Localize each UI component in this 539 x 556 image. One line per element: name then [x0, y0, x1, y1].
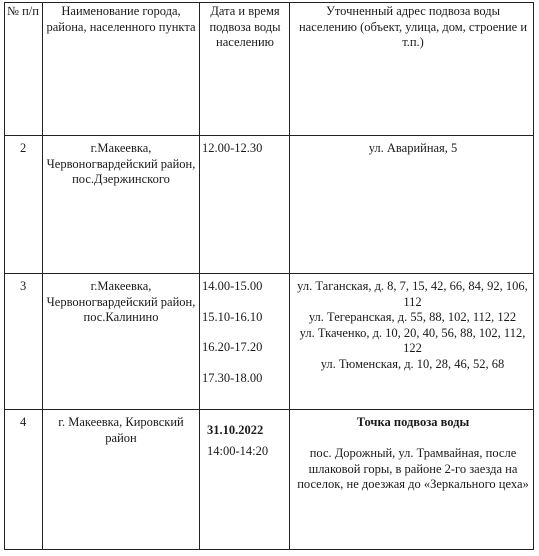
row-3-time-1: 14.00-15.00	[202, 279, 263, 293]
row-2-address: ул. Аварийная, 5	[368, 141, 458, 155]
row-3-address-2: ул. Тегеранская, д. 55, 88, 102, 112, 122	[308, 310, 517, 324]
table-border-left	[4, 2, 5, 550]
row-2-time: 12.00-12.30	[202, 141, 263, 155]
column-divider-3	[289, 2, 290, 550]
row-4-point-title: Точка подвоза воды	[356, 415, 470, 429]
row-4-date: 31.10.2022	[207, 423, 264, 437]
row-3-place: г.Макеевка, Червоногвардейский район, пос.Калинино	[46, 279, 196, 324]
row-divider-2	[4, 273, 534, 274]
header-datetime: Дата и время подвоза воды населению	[209, 4, 281, 49]
row-divider-1	[4, 135, 534, 136]
row-3-address-3: ул. Ткаченко, д. 10, 20, 40, 56, 88, 102, 112, 122	[299, 325, 526, 355]
row-4-num: 4	[20, 415, 27, 429]
row-3-time-2: 15.10-16.10	[202, 309, 263, 324]
water-delivery-table	[4, 2, 534, 550]
table-border-bottom	[4, 549, 534, 550]
row-3-time-4: 17.30-18.00	[202, 370, 263, 385]
row-4-time: 14:00-14:20	[207, 444, 269, 458]
row-2-num: 2	[20, 141, 27, 155]
row-2-place: г.Макеевка, Червоногвардейский район, пос.Дзержинского	[46, 141, 196, 186]
row-3-times	[202, 279, 288, 386]
header-address: Уточненный адрес подвоза воды населению (объект, улица, дом, строение и т.п.)	[298, 4, 528, 49]
column-divider-2	[199, 2, 200, 550]
row-divider-3	[4, 409, 534, 410]
header-num: № п/п	[7, 4, 39, 18]
column-divider-1	[42, 2, 43, 550]
header-place: Наименование города, района, населенного пункта	[46, 4, 196, 34]
row-3-address-4: ул. Тюменская, д. 10, 28, 46, 52, 68	[320, 356, 505, 371]
row-3-num: 3	[20, 279, 27, 293]
row-3-address-1: ул. Таганская, д. 8, 7, 15, 42, 66, 84, 92, 106, 112	[297, 279, 528, 309]
row-4-point-text: пос. Дорожный, ул. Трамвайная, после шлаковой горы, в районе 2-го заезда на поселок, не доезжая до «Зеркального цеха»	[297, 446, 529, 491]
table-border-right	[533, 2, 534, 550]
row-4-place: г. Макеевка, Кировский район	[58, 415, 184, 445]
row-3-addresses	[294, 279, 531, 372]
table-border-top	[4, 2, 534, 3]
row-3-time-3: 16.20-17.20	[202, 340, 263, 354]
